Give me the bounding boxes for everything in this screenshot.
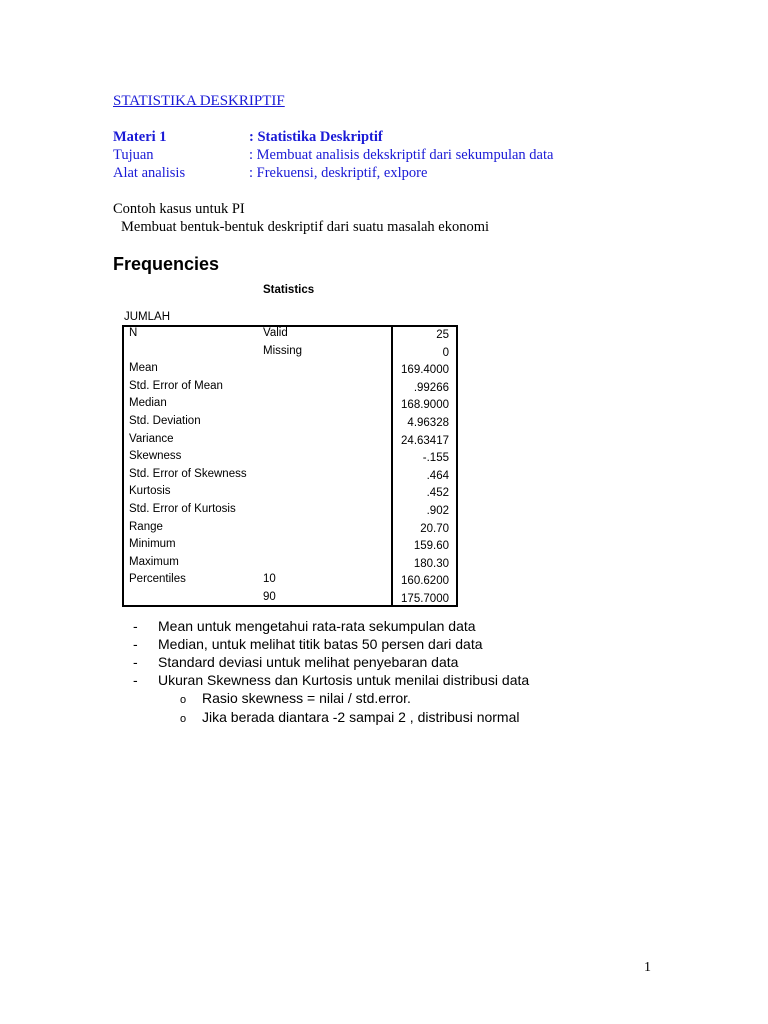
meta-value: : Membuat analisis dekskriptif dari sekumpulan data: [249, 147, 554, 163]
table-row: [124, 503, 456, 521]
row-value: .452: [426, 487, 449, 500]
case-description: Membuat bentuk-bentuk deskriptif dari suatu masalah ekonomi: [121, 219, 490, 235]
table-row: [124, 433, 456, 451]
bullet-text: Ukuran Skewness dan Kurtosis untuk menilai distribusi data: [158, 672, 530, 688]
table-row: [124, 327, 456, 345]
meta-label: Tujuan: [113, 147, 154, 163]
table-row: [124, 468, 456, 486]
row-label: Std. Deviation: [129, 415, 201, 427]
row-value: 24.63417: [401, 434, 449, 447]
row-label: Std. Error of Skewness: [129, 467, 247, 480]
row-sublabel: Missing: [263, 344, 302, 357]
sub-bullet-text: Jika berada diantara -2 sampai 2 , distribusi normal: [202, 709, 520, 725]
row-value: 159.60: [413, 540, 449, 553]
row-label: Variance: [129, 432, 174, 445]
table-row: [124, 362, 456, 380]
row-value: 175.7000: [401, 593, 449, 605]
row-value: 25: [436, 329, 449, 341]
row-label: Kurtosis: [129, 485, 171, 498]
table-row: [124, 556, 456, 574]
table-row: [124, 538, 456, 556]
row-label: Std. Error of Kurtosis: [129, 503, 236, 515]
dash-marker: -: [133, 654, 138, 670]
meta-label: Materi 1: [113, 129, 167, 145]
case-heading: Contoh kasus untuk PI: [113, 201, 245, 217]
row-label: Std. Error of Mean: [129, 379, 223, 392]
table-row: [124, 591, 456, 609]
table-row: [124, 573, 456, 591]
sub-bullet-text: Rasio skewness = nilai / std.error.: [202, 690, 411, 706]
row-value: 4.96328: [407, 417, 449, 429]
table-row: [124, 485, 456, 503]
variable-label: JUMLAH: [124, 311, 171, 323]
bullet-text: Standard deviasi untuk melihat penyebaran data: [158, 654, 459, 670]
row-sublabel: Valid: [263, 327, 288, 339]
row-value: 180.30: [413, 557, 449, 570]
table-row: [124, 415, 456, 433]
section-heading-frequencies: Frequencies: [113, 254, 220, 274]
circle-bullet-icon: o: [180, 694, 187, 706]
sub-bullet-item: [180, 709, 520, 725]
row-value: 168.9000: [401, 399, 449, 412]
table-row: [124, 450, 456, 468]
table-row: [124, 521, 456, 539]
bullet-item: [133, 618, 476, 634]
table-title: Statistics: [263, 284, 315, 296]
row-label: Range: [129, 520, 163, 533]
row-label: Median: [129, 397, 167, 410]
bullet-text: Median, untuk melihat titik batas 50 persen dari data: [158, 636, 483, 652]
row-value: 169.4000: [401, 364, 449, 377]
sub-bullet-item: [180, 690, 411, 706]
row-label: Mean: [129, 362, 158, 375]
row-label: Percentiles: [129, 573, 186, 586]
row-value: .99266: [413, 381, 449, 394]
row-value: .902: [426, 505, 449, 517]
dash-marker: -: [133, 636, 138, 652]
circle-bullet-icon: o: [180, 713, 187, 725]
row-label: Minimum: [129, 538, 176, 551]
row-value: .464: [426, 469, 449, 482]
row-sublabel: 10: [263, 573, 276, 586]
row-value: 20.70: [420, 522, 449, 535]
meta-row-alat-analisis: [113, 165, 427, 182]
row-label: Skewness: [129, 450, 182, 463]
bullet-item: [133, 636, 483, 652]
row-value: 160.6200: [401, 575, 449, 588]
meta-row-materi: [113, 129, 383, 146]
meta-value: : Frekuensi, deskriptif, exlpore: [249, 165, 428, 181]
row-label: Maximum: [129, 555, 179, 568]
table-row: [124, 397, 456, 415]
document-title: STATISTIKA DESKRIPTIF: [113, 93, 285, 109]
dash-marker: -: [133, 672, 138, 688]
meta-value: : Statistika Deskriptif: [249, 129, 383, 145]
table-row: [124, 345, 456, 363]
row-value: 0: [442, 346, 449, 359]
bullet-item: [133, 672, 529, 688]
bullet-item: [133, 654, 458, 670]
row-sublabel: 90: [263, 591, 276, 603]
dash-marker: -: [133, 618, 138, 634]
table-row: [124, 380, 456, 398]
bullet-text: Mean untuk mengetahui rata-rata sekumpulan data: [158, 618, 476, 634]
meta-label: Alat analisis: [113, 165, 186, 181]
statistics-table: [122, 325, 458, 607]
page-number: 1: [644, 960, 651, 975]
meta-row-tujuan: [113, 147, 553, 164]
row-value: -.155: [422, 452, 449, 465]
row-label: N: [129, 327, 138, 339]
